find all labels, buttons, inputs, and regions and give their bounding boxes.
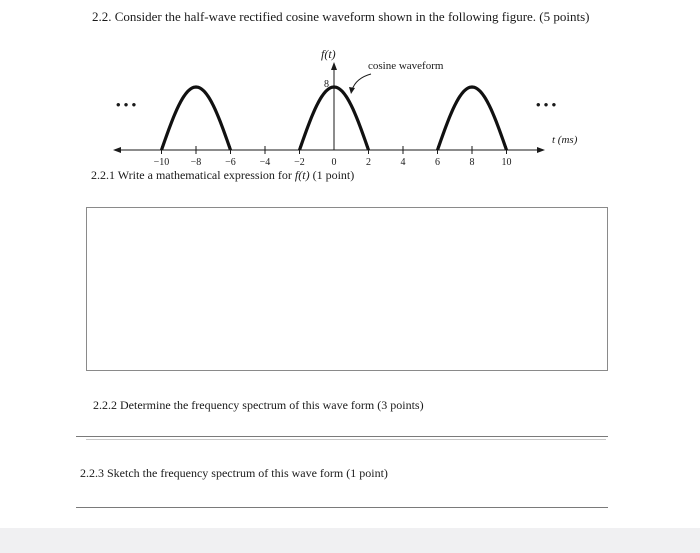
- tick-label: −4: [259, 157, 271, 168]
- t-axis-label: t (ms): [552, 134, 578, 146]
- tick-label: 8: [469, 157, 475, 168]
- answer-line-2-2-3[interactable]: [76, 507, 608, 508]
- tick-label: −8: [190, 157, 202, 168]
- answer-box-2-2-1[interactable]: [86, 207, 608, 371]
- f-axis-label: f(t): [321, 47, 336, 61]
- t-axis-ticks: [154, 146, 512, 168]
- subquestion-2-2-2: 2.2.2 Determine the frequency spectrum of this wave form (3 points): [93, 398, 424, 412]
- tick-label: 2: [366, 157, 371, 168]
- tick-label: 6: [435, 157, 440, 168]
- tick-label: 0: [331, 157, 337, 168]
- annotation-label: cosine waveform: [368, 60, 444, 72]
- tick-label: −6: [225, 157, 236, 168]
- f-axis-arrow: [331, 62, 337, 70]
- cosine-pulse: [438, 87, 507, 150]
- annotation-arrow: [352, 74, 371, 90]
- subquestion-2-2-1-suffix: (1 point): [309, 168, 355, 182]
- subquestion-2-2-1: [91, 168, 354, 183]
- peak-value-label: 8: [324, 79, 329, 90]
- cosine-pulse: [162, 87, 231, 150]
- subquestion-2-2-1-function: f(t): [294, 168, 310, 182]
- question-title: 2.2. Consider the half-wave rectified cosine waveform shown in the following figure. (5 points): [92, 9, 590, 24]
- ellipsis-left: • • •: [116, 97, 137, 112]
- ellipsis-right: • • •: [536, 97, 557, 112]
- annotation-arrowhead: [349, 87, 355, 94]
- t-axis-arrow-left: [113, 147, 121, 153]
- subquestion-2-2-3: 2.2.3 Sketch the frequency spectrum of this wave form (1 point): [80, 466, 388, 480]
- answer-line-2-2-2[interactable]: [76, 436, 608, 437]
- viewer-bottom-strip: [0, 528, 700, 553]
- answer-line-2-2-2-shadow: [86, 439, 606, 440]
- tick-label: −10: [153, 157, 170, 168]
- tick-label: 4: [400, 157, 406, 168]
- tick-label: −2: [294, 157, 305, 168]
- t-axis-arrow-right: [537, 147, 545, 153]
- tick-label: 10: [501, 157, 512, 168]
- subquestion-2-2-1-prefix: 2.2.1 Write a mathematical expression for: [91, 168, 295, 182]
